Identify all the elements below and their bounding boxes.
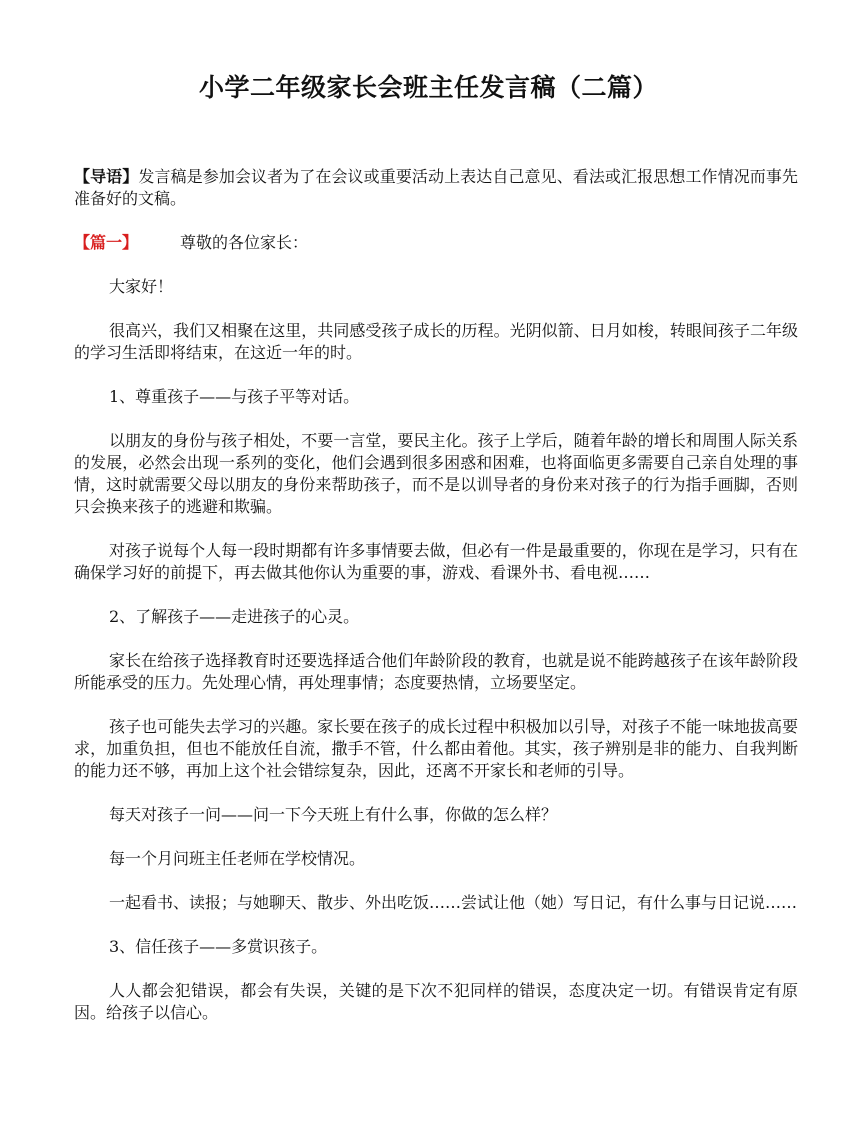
paragraph: 对孩子说每个人每一段时期都有许多事情要去做，但必有一件是最重要的，你现在是学习，只有在确保学习好的前提下，再去做其他你认为重要的事，游戏、看课外书、看电视…… [74,541,798,582]
paragraph: 人人都会犯错误，都会有失误，关键的是下次不犯同样的错误，态度决定一切。有错误肯定有原因。给孩子以信心。 [74,981,798,1022]
paragraph: 以朋友的身份与孩子相处，不要一言堂，要民主化。孩子上学后，随着年龄的增长和周围人际关系的发展，必然会出现一系列的变化，他们会遇到很多困惑和困难，也将面临更多需要自己亲自处理的事情，这时就需要父母以朋友的身份来帮助孩子，而不是以训导者的身份来对孩子的行为指手画脚，否则只会换来孩子的逃避和欺骗。 [74,431,798,516]
section-tag: 【篇一】 [74,233,139,252]
intro-tag: 【导语】 [74,167,139,186]
document-title: 小学二年级家长会班主任发言稿（二篇） [198,73,658,102]
section-heading [74,232,798,254]
point-heading: 1、尊重孩子——与孩子平等对话。 [109,387,360,406]
paragraph: 孩子也可能失去学习的兴趣。家长要在孩子的成长过程中积极加以引导，对孩子不能一味地拔高要求，加重负担，但也不能放任自流，撒手不管，什么都由着他。其实，孩子辨别是非的能力、自我判断的能力还不够，再加上这个社会错综复杂，因此，还离不开家长和老师的引导。 [74,717,798,780]
intro-paragraph [74,166,798,210]
point-heading: 3、信任孩子——多赏识孩子。 [109,937,328,956]
intro-text: 发言稿是参加会议者为了在会议或重要活动上表达自己意见、看法或汇报思想工作情况而事先准备好的文稿。 [74,167,798,208]
paragraph: 每一个月问班主任老师在学校情况。 [109,849,366,868]
greeting-text: 尊敬的各位家长： [180,233,309,252]
paragraph: 一起看书、读报；与她聊天、散步、外出吃饭……尝试让他（她）写日记，有什么事与日记说…… [109,893,798,912]
point-heading: 2、了解孩子——走进孩子的心灵。 [109,607,360,626]
paragraph: 很高兴，我们又相聚在这里，共同感受孩子成长的历程。光阴似箭、日月如梭，转眼间孩子二年级的学习生活即将结束，在这近一年的时。 [74,321,798,362]
document-body [74,166,798,1046]
paragraph: 大家好！ [109,277,174,296]
paragraph: 家长在给孩子选择教育时还要选择适合他们年龄阶段的教育，也就是说不能跨越孩子在该年龄阶段所能承受的压力。先处理心情，再处理事情；态度要热情，立场要坚定。 [74,651,798,692]
paragraph: 每天对孩子一问——问一下今天班上有什么事，你做的怎么样？ [109,805,558,824]
